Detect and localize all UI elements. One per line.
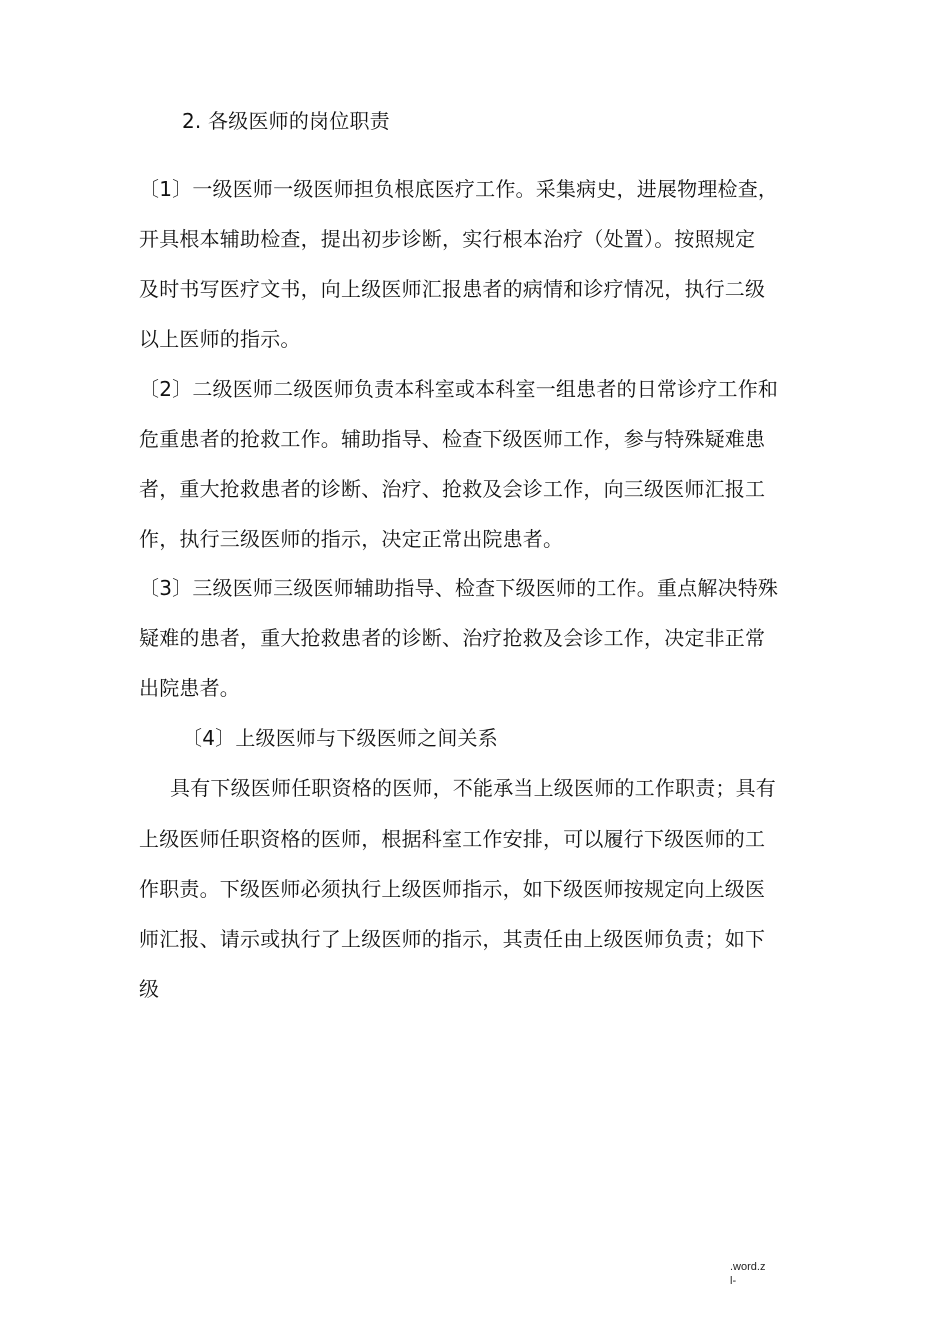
paragraph-line: 危重患者的抢救工作。辅助指导、检查下级医师工作，参与特殊疑难患 xyxy=(139,427,766,451)
footer-text: .word.z xyxy=(730,1261,766,1273)
paragraph-line: 〔2〕二级医师二级医师负责本科室或本科室一组患者的日常诊疗工作和 xyxy=(139,377,779,401)
paragraph-line: 〔3〕三级医师三级医师辅助指导、检查下级医师的工作。重点解决特殊 xyxy=(139,576,779,600)
footer-text: l- xyxy=(730,1275,737,1287)
paragraph-line: 者，重大抢救患者的诊断、治疗、抢救及会诊工作，向三级医师汇报工 xyxy=(139,477,766,501)
subsection-title: 〔4〕上级医师与下级医师之间关系 xyxy=(182,726,498,750)
paragraph-line: 作，执行三级医师的指示，决定正常出院患者。 xyxy=(139,527,564,551)
paragraph-line: 作职责。下级医师必须执行上级医师指示，如下级医师按规定向上级医 xyxy=(139,877,766,901)
paragraph-line: 及时书写医疗文书，向上级医师汇报患者的病情和诊疗情况，执行二级 xyxy=(139,277,766,301)
paragraph-line: 开具根本辅助检查，提出初步诊断，实行根本治疗（处置）。按照规定 xyxy=(139,227,756,251)
paragraph-line: 〔1〕一级医师一级医师担负根底医疗工作。采集病史，进展物理检查， xyxy=(139,177,779,201)
paragraph-line: 上级医师任职资格的医师，根据科室工作安排，可以履行下级医师的工 xyxy=(139,827,766,851)
paragraph-line: 师汇报、请示或执行了上级医师的指示，其责任由上级医师负责；如下 xyxy=(139,927,766,951)
paragraph-line: 具有下级医师任职资格的医师，不能承当上级医师的工作职责；具有 xyxy=(170,776,776,800)
section-heading: 2. 各级医师的岗位职责 xyxy=(182,109,390,133)
paragraph-line: 以上医师的指示。 xyxy=(139,327,301,351)
paragraph-line: 级 xyxy=(139,977,160,1001)
paragraph-line: 出院患者。 xyxy=(139,676,240,700)
paragraph-line: 疑难的患者，重大抢救患者的诊断、治疗抢救及会诊工作，决定非正常 xyxy=(139,626,766,650)
